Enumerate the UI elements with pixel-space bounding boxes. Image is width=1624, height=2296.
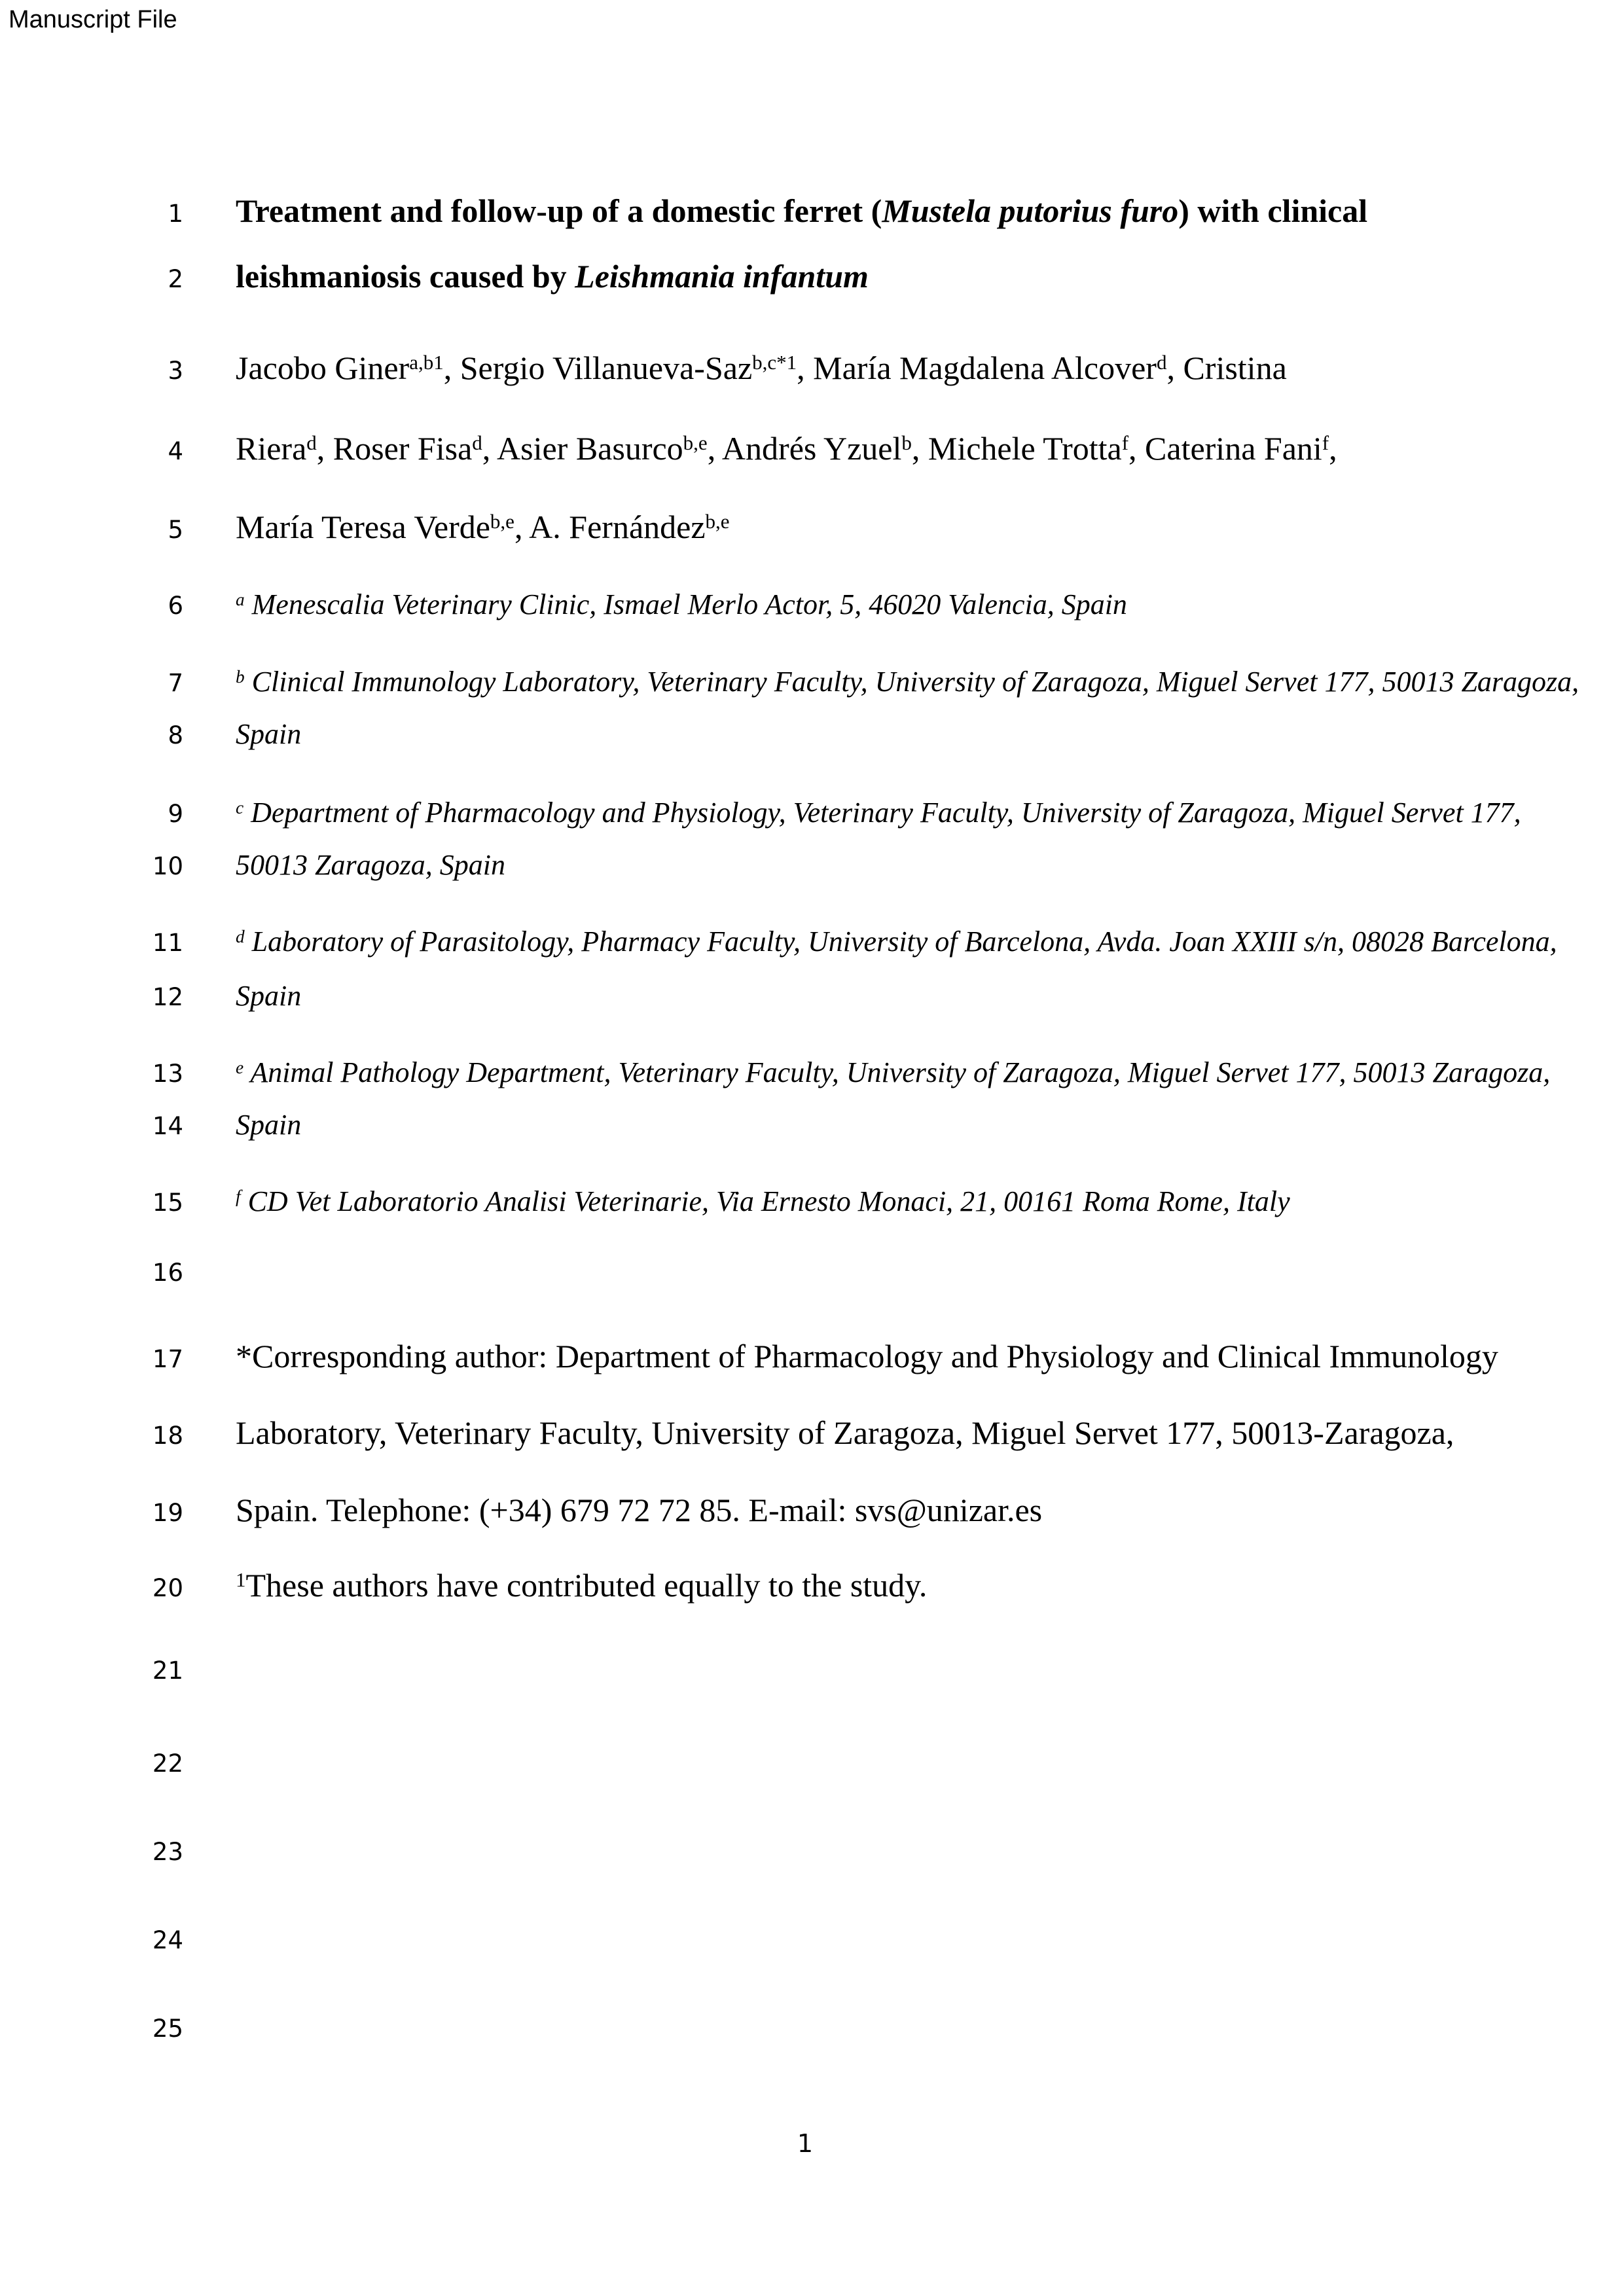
line-row	[118, 1337, 1498, 1375]
line-number: 6	[168, 592, 183, 620]
line-row	[118, 1108, 301, 1141]
line-row	[118, 2015, 236, 2043]
superscript-segment: c	[236, 797, 244, 817]
text-segment: Spain	[236, 1109, 302, 1141]
line-number: 17	[152, 1345, 183, 1373]
superscript-segment: b,c*1	[752, 351, 797, 374]
superscript-segment: f	[1322, 431, 1329, 455]
line-row	[118, 848, 505, 882]
line-number: 16	[152, 1259, 183, 1287]
text-segment: , Caterina Fani	[1128, 430, 1322, 467]
line-row	[118, 717, 301, 751]
text-segment: , María Magdalena Alcover	[797, 350, 1157, 386]
superscript-segment: d	[236, 926, 245, 946]
line-row	[118, 1838, 236, 1866]
line-row	[118, 429, 1337, 467]
line-row	[118, 925, 1557, 958]
line-text	[236, 848, 505, 882]
line-text	[236, 1491, 1042, 1529]
line-text	[236, 192, 1367, 230]
text-segment: , Roser Fisa	[316, 430, 473, 467]
line-row	[118, 665, 1579, 698]
text-segment: Spain	[236, 718, 302, 750]
superscript-segment: b,e	[490, 510, 514, 533]
superscript-segment: d	[472, 431, 482, 455]
superscript-segment: a	[236, 589, 245, 609]
line-row	[118, 1566, 927, 1604]
superscript-segment: 1	[236, 1568, 246, 1592]
line-number: 21	[152, 1657, 183, 1685]
line-row	[118, 1657, 236, 1685]
line-number: 15	[152, 1189, 183, 1217]
line-number: 11	[152, 929, 183, 957]
text-segment: Jacobo Giner	[236, 350, 410, 386]
line-text	[236, 257, 869, 295]
text-segment: , A. Fernández	[514, 509, 706, 545]
manuscript-file-label: Manuscript File	[9, 6, 177, 33]
line-row	[118, 508, 730, 546]
text-segment: Laboratory of Parasitology, Pharmacy Faculty, University of Barcelona, Avda. Joan XXIII s/n, 08028 Barcelona,	[244, 925, 1557, 958]
line-text	[236, 429, 1337, 467]
line-row	[118, 1491, 1042, 1529]
page-number: 1	[797, 2129, 814, 2158]
text-segment: Spain. Telephone: (+34) 679 72 72 85. E-mail: svs@unizar.es	[236, 1492, 1043, 1528]
line-text	[236, 1414, 1454, 1452]
superscript-segment: f	[236, 1186, 241, 1206]
line-text	[236, 1566, 927, 1604]
line-number: 25	[152, 2015, 183, 2043]
text-segment: Spain	[236, 980, 302, 1012]
text-segment: , Michele Trotta	[911, 430, 1122, 467]
superscript-segment: a,b1	[409, 351, 444, 374]
text-segment: CD Vet Laboratorio Analisi Veterinarie, Via Ernesto Monaci, 21, 00161 Roma Rome, Italy	[240, 1185, 1290, 1217]
line-row	[118, 349, 1287, 387]
line-number: 12	[152, 983, 183, 1011]
line-text	[236, 979, 301, 1013]
line-number: 1	[168, 200, 183, 228]
line-number: 18	[152, 1422, 183, 1450]
text-segment: 50013 Zaragoza, Spain	[236, 849, 505, 881]
line-text	[236, 588, 1127, 621]
text-segment: ,	[1329, 430, 1337, 467]
superscript-segment: b	[236, 666, 245, 687]
line-number: 19	[152, 1499, 183, 1527]
line-number: 9	[168, 800, 183, 828]
text-segment: María Teresa Verde	[236, 509, 490, 545]
line-text	[236, 1337, 1498, 1375]
line-row	[118, 796, 1521, 829]
line-number: 4	[168, 437, 183, 465]
superscript-segment: e	[236, 1057, 244, 1077]
superscript-segment: b,e	[705, 510, 730, 533]
line-number: 20	[152, 1574, 183, 1602]
line-text	[236, 349, 1287, 387]
line-number: 22	[152, 1749, 183, 1778]
text-segment: ) with clinical	[1178, 192, 1368, 229]
line-text	[236, 1108, 301, 1141]
line-number: 7	[168, 669, 183, 697]
line-text	[236, 796, 1521, 829]
line-number: 13	[152, 1060, 183, 1088]
text-segment: , Cristina	[1166, 350, 1287, 386]
line-number: 5	[168, 516, 183, 544]
text-segment: Menescalia Veterinary Clinic, Ismael Merlo Actor, 5, 46020 Valencia, Spain	[244, 588, 1127, 620]
superscript-segment: b	[901, 431, 912, 455]
line-number: 23	[152, 1838, 183, 1866]
text-segment: Laboratory, Veterinary Faculty, University of Zaragoza, Miguel Servet 177, 50013-Zaragoza,	[236, 1414, 1454, 1451]
line-row	[118, 588, 1127, 621]
line-text	[236, 508, 730, 546]
line-text	[236, 1056, 1550, 1089]
line-row	[118, 1926, 236, 1954]
line-number: 2	[168, 265, 183, 293]
line-number: 24	[152, 1926, 183, 1954]
line-text	[236, 717, 301, 751]
text-segment: , Sergio Villanueva-Saz	[443, 350, 753, 386]
text-segment: Mustela putorius furo	[882, 192, 1179, 229]
line-row	[118, 1259, 236, 1287]
line-row	[118, 1056, 1550, 1089]
text-segment: , Andrés Yzuel	[707, 430, 902, 467]
text-segment: These authors have contributed equally to the study.	[245, 1567, 928, 1604]
text-segment: Treatment and follow-up of a domestic ferret (	[236, 192, 882, 229]
line-number: 14	[152, 1112, 183, 1140]
text-segment: Animal Pathology Department, Veterinary Faculty, University of Zaragoza, Miguel Servet 177, 50013 Zaragoza,	[244, 1056, 1551, 1088]
line-row	[118, 192, 1367, 230]
line-row	[118, 1414, 1454, 1452]
line-number: 3	[168, 357, 183, 385]
line-number: 8	[168, 721, 183, 749]
line-row	[118, 979, 301, 1013]
superscript-segment: b,e	[683, 431, 708, 455]
line-number: 10	[152, 852, 183, 880]
text-segment: Department of Pharmacology and Physiology, Veterinary Faculty, University of Zaragoza, Miguel Servet 177,	[244, 797, 1521, 829]
text-segment: *Corresponding author: Department of Pharmacology and Physiology and Clinical Immunology	[236, 1338, 1498, 1374]
text-segment: leishmaniosis caused by	[236, 258, 575, 295]
text-segment: Leishmania infantum	[575, 258, 869, 295]
superscript-segment: d	[1156, 351, 1167, 374]
superscript-segment: d	[306, 431, 317, 455]
line-row	[118, 257, 869, 295]
line-text	[236, 665, 1579, 698]
line-text	[236, 925, 1557, 958]
text-segment: , Asier Basurco	[482, 430, 683, 467]
text-segment: Riera	[236, 430, 307, 467]
line-row	[118, 1749, 236, 1778]
line-text	[236, 1185, 1290, 1218]
line-row	[118, 1185, 1290, 1218]
text-segment: Clinical Immunology Laboratory, Veterinary Faculty, University of Zaragoza, Miguel Servet 177, 50013 Zaragoza,	[244, 666, 1579, 698]
superscript-segment: f	[1121, 431, 1129, 455]
